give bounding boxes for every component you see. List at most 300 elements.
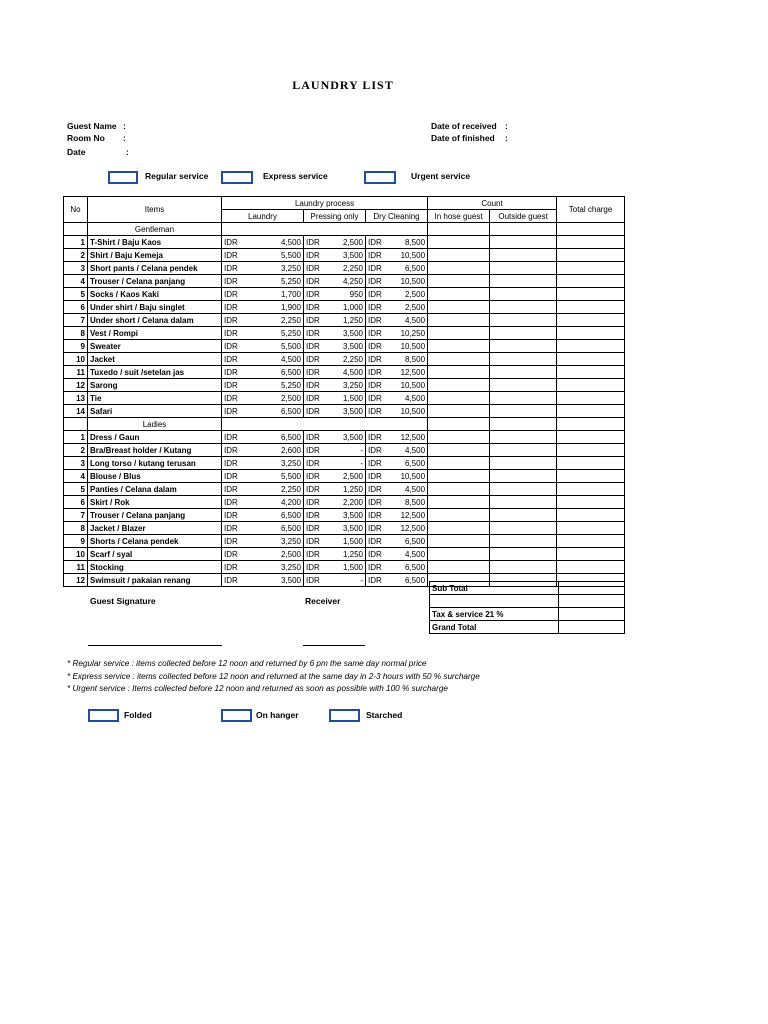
total-charge-cell[interactable] <box>557 483 625 496</box>
table-row <box>64 496 625 509</box>
starched-label: Starched <box>366 710 403 720</box>
table-row <box>64 301 625 314</box>
row-no: 3 <box>64 262 88 275</box>
table-row <box>64 288 625 301</box>
in-hose-count-cell[interactable] <box>428 522 490 535</box>
dry-price: 6,500 <box>390 574 428 587</box>
outside-count-cell[interactable] <box>490 262 557 275</box>
urgent-service-checkbox[interactable] <box>364 171 396 184</box>
laundry-price: 3,250 <box>246 262 304 275</box>
header-laundry: Laundry <box>222 210 304 223</box>
total-charge-cell[interactable] <box>557 236 625 249</box>
dry-currency: IDR <box>366 496 390 509</box>
row-no: 8 <box>64 327 88 340</box>
room-no-colon: : <box>123 133 126 143</box>
pressing-currency: IDR <box>304 236 327 249</box>
dry-currency: IDR <box>366 340 390 353</box>
row-no: 11 <box>64 366 88 379</box>
dry-currency: IDR <box>366 548 390 561</box>
dry-currency: IDR <box>366 236 390 249</box>
regular-service-label: Regular service <box>145 171 209 181</box>
table-row <box>64 327 625 340</box>
date-colon: : <box>126 147 129 157</box>
header-no: No <box>64 197 88 223</box>
total-charge-cell[interactable] <box>557 522 625 535</box>
laundry-price: 5,500 <box>246 249 304 262</box>
pressing-price: 1,500 <box>327 561 366 574</box>
laundry-price: 3,250 <box>246 561 304 574</box>
pressing-price: 3,500 <box>327 340 366 353</box>
row-item: Jacket <box>88 353 222 366</box>
total-charge-cell[interactable] <box>557 548 625 561</box>
pressing-currency: IDR <box>304 548 327 561</box>
dry-price: 12,500 <box>390 509 428 522</box>
row-no: 8 <box>64 522 88 535</box>
pressing-currency: IDR <box>304 275 327 288</box>
dry-currency: IDR <box>366 483 390 496</box>
dry-price: 8,500 <box>390 353 428 366</box>
laundry-price: 6,500 <box>246 431 304 444</box>
dry-price: 10,500 <box>390 405 428 418</box>
grand-total-value[interactable] <box>559 621 625 634</box>
dry-currency: IDR <box>366 457 390 470</box>
pressing-currency: IDR <box>304 431 327 444</box>
pressing-price: 1,500 <box>327 535 366 548</box>
pressing-currency: IDR <box>304 301 327 314</box>
laundry-currency: IDR <box>222 522 246 535</box>
row-no: 14 <box>64 405 88 418</box>
guest-signature-line[interactable] <box>88 645 222 646</box>
row-no: 12 <box>64 379 88 392</box>
pressing-price: 1,250 <box>327 483 366 496</box>
outside-count-cell[interactable] <box>490 301 557 314</box>
row-item: Bra/Breast holder / Kutang <box>88 444 222 457</box>
total-charge-cell[interactable] <box>557 353 625 366</box>
in-hose-count-cell[interactable] <box>428 366 490 379</box>
dry-currency: IDR <box>366 561 390 574</box>
total-charge-cell[interactable] <box>557 535 625 548</box>
dry-price: 12,500 <box>390 366 428 379</box>
in-hose-count-cell[interactable] <box>428 405 490 418</box>
outside-count-cell[interactable] <box>490 392 557 405</box>
laundry-currency: IDR <box>222 379 246 392</box>
room-no-label: Room No <box>67 133 105 143</box>
total-charge-cell[interactable] <box>557 275 625 288</box>
outside-count-cell[interactable] <box>490 340 557 353</box>
dry-currency: IDR <box>366 366 390 379</box>
total-charge-cell[interactable] <box>557 431 625 444</box>
laundry-price: 1,700 <box>246 288 304 301</box>
receiver-label: Receiver <box>305 596 341 606</box>
row-item: Tie <box>88 392 222 405</box>
table-row <box>64 548 625 561</box>
in-hose-count-cell[interactable] <box>428 353 490 366</box>
outside-count-cell[interactable] <box>490 379 557 392</box>
in-hose-count-cell[interactable] <box>428 548 490 561</box>
table-row <box>64 431 625 444</box>
dry-currency: IDR <box>366 314 390 327</box>
table-row <box>64 353 625 366</box>
dry-price: 10,500 <box>390 470 428 483</box>
row-item: Trouser / Celana panjang <box>88 509 222 522</box>
outside-count-cell[interactable] <box>490 327 557 340</box>
in-hose-count-cell[interactable] <box>428 483 490 496</box>
table-row <box>64 405 625 418</box>
pressing-currency: IDR <box>304 470 327 483</box>
pressing-currency: IDR <box>304 366 327 379</box>
pressing-price: 3,500 <box>327 522 366 535</box>
pressing-price: 950 <box>327 288 366 301</box>
table-row <box>64 262 625 275</box>
grand-total-label: Grand Total <box>430 621 559 634</box>
table-row <box>64 522 625 535</box>
guest-name-colon: : <box>123 121 126 131</box>
receiver-signature-line[interactable] <box>303 645 365 646</box>
laundry-currency: IDR <box>222 483 246 496</box>
note-urgent: * Urgent service : Items collected before 12 noon and returned as soon as possible with 100 % surcharge <box>67 684 448 693</box>
outside-count-cell[interactable] <box>490 275 557 288</box>
pressing-price: 3,500 <box>327 249 366 262</box>
row-no: 12 <box>64 574 88 587</box>
pressing-price: - <box>327 457 366 470</box>
total-charge-cell[interactable] <box>557 392 625 405</box>
pressing-currency: IDR <box>304 327 327 340</box>
laundry-currency: IDR <box>222 457 246 470</box>
table-row <box>64 236 625 249</box>
in-hose-count-cell[interactable] <box>428 327 490 340</box>
starched-checkbox[interactable] <box>329 709 360 722</box>
total-charge-cell[interactable] <box>557 366 625 379</box>
laundry-price: 5,250 <box>246 379 304 392</box>
pressing-currency: IDR <box>304 392 327 405</box>
row-no: 2 <box>64 444 88 457</box>
date-received-label: Date of received <box>431 121 497 131</box>
row-no: 9 <box>64 535 88 548</box>
row-item: Vest / Rompi <box>88 327 222 340</box>
outside-count-cell[interactable] <box>490 366 557 379</box>
dry-price: 2,500 <box>390 288 428 301</box>
sub-total-value[interactable] <box>559 582 625 595</box>
laundry-price: 5,250 <box>246 275 304 288</box>
blank-total-value <box>559 595 625 608</box>
pressing-currency: IDR <box>304 561 327 574</box>
dry-price: 10,250 <box>390 327 428 340</box>
section-row <box>64 223 625 236</box>
laundry-price: 2,500 <box>246 548 304 561</box>
sub-total-label: Sub Total <box>430 582 559 595</box>
in-hose-count-cell[interactable] <box>428 301 490 314</box>
section-process-cell <box>222 223 428 236</box>
section-title: Ladies <box>88 418 222 431</box>
row-item: Jacket / Blazer <box>88 522 222 535</box>
row-item: T-Shirt / Baju Kaos <box>88 236 222 249</box>
total-charge-cell[interactable] <box>557 249 625 262</box>
date-received-colon: : <box>505 121 508 131</box>
laundry-price: 2,250 <box>246 483 304 496</box>
in-hose-count-cell[interactable] <box>428 392 490 405</box>
outside-count-cell[interactable] <box>490 548 557 561</box>
outside-count-cell[interactable] <box>490 457 557 470</box>
table-row <box>64 366 625 379</box>
table-row <box>64 392 625 405</box>
table-row <box>64 249 625 262</box>
dry-price: 10,500 <box>390 379 428 392</box>
pressing-price: 3,500 <box>327 405 366 418</box>
row-no: 6 <box>64 301 88 314</box>
row-item: Skirt / Rok <box>88 496 222 509</box>
outside-count-cell[interactable] <box>490 509 557 522</box>
note-express: * Express service : items collected before 12 noon and returned at the same day in 2-3 hours with 50 % surcharge <box>67 672 480 681</box>
pressing-price: 1,250 <box>327 548 366 561</box>
table-row <box>64 457 625 470</box>
in-hose-count-cell[interactable] <box>428 262 490 275</box>
express-service-checkbox[interactable] <box>221 171 253 184</box>
table-row <box>64 483 625 496</box>
outside-count-cell[interactable] <box>490 522 557 535</box>
total-charge-cell[interactable] <box>557 496 625 509</box>
pressing-currency: IDR <box>304 509 327 522</box>
row-item: Scarf / syal <box>88 548 222 561</box>
row-item: Sarong <box>88 379 222 392</box>
in-hose-count-cell[interactable] <box>428 249 490 262</box>
table-row <box>64 275 625 288</box>
dry-price: 6,500 <box>390 535 428 548</box>
folded-checkbox[interactable] <box>88 709 119 722</box>
in-hose-count-cell[interactable] <box>428 379 490 392</box>
row-no: 11 <box>64 561 88 574</box>
total-charge-cell[interactable] <box>557 301 625 314</box>
section-total-cell <box>557 418 625 431</box>
laundry-currency: IDR <box>222 262 246 275</box>
table-row <box>64 470 625 483</box>
dry-price: 8,500 <box>390 236 428 249</box>
total-charge-cell[interactable] <box>557 405 625 418</box>
in-hose-count-cell[interactable] <box>428 470 490 483</box>
dry-price: 4,500 <box>390 483 428 496</box>
row-no: 13 <box>64 392 88 405</box>
total-charge-cell[interactable] <box>557 457 625 470</box>
regular-service-checkbox[interactable] <box>108 171 138 184</box>
total-charge-cell[interactable] <box>557 288 625 301</box>
dry-price: 6,500 <box>390 457 428 470</box>
row-item: Under short / Celana dalam <box>88 314 222 327</box>
in-hose-count-cell[interactable] <box>428 496 490 509</box>
laundry-price: 3,250 <box>246 535 304 548</box>
laundry-price: 2,600 <box>246 444 304 457</box>
laundry-price: 1,900 <box>246 301 304 314</box>
row-no: 7 <box>64 509 88 522</box>
urgent-service-label: Urgent service <box>411 171 471 181</box>
total-charge-cell[interactable] <box>557 509 625 522</box>
pressing-price: 1,000 <box>327 301 366 314</box>
outside-count-cell[interactable] <box>490 353 557 366</box>
total-charge-cell[interactable] <box>557 314 625 327</box>
guest-name-label: Guest Name <box>67 121 117 131</box>
row-no: 7 <box>64 314 88 327</box>
pressing-currency: IDR <box>304 457 327 470</box>
row-item: Blouse / Blus <box>88 470 222 483</box>
table-row <box>64 379 625 392</box>
pressing-currency: IDR <box>304 249 327 262</box>
laundry-currency: IDR <box>222 535 246 548</box>
outside-count-cell[interactable] <box>490 561 557 574</box>
date-label: Date <box>67 147 86 157</box>
row-no: 4 <box>64 275 88 288</box>
header-count: Count <box>428 197 557 210</box>
laundry-price: 2,250 <box>246 314 304 327</box>
row-item: Shirt / Baju Kemeja <box>88 249 222 262</box>
pressing-currency: IDR <box>304 574 327 587</box>
total-charge-cell[interactable] <box>557 262 625 275</box>
in-hose-count-cell[interactable] <box>428 288 490 301</box>
outside-count-cell[interactable] <box>490 431 557 444</box>
pressing-currency: IDR <box>304 496 327 509</box>
dry-currency: IDR <box>366 535 390 548</box>
laundry-price: 5,500 <box>246 340 304 353</box>
pressing-price: 3,500 <box>327 431 366 444</box>
pressing-currency: IDR <box>304 483 327 496</box>
laundry-currency: IDR <box>222 548 246 561</box>
table-row <box>64 535 625 548</box>
laundry-currency: IDR <box>222 249 246 262</box>
dry-currency: IDR <box>366 327 390 340</box>
outside-count-cell[interactable] <box>490 444 557 457</box>
outside-count-cell[interactable] <box>490 405 557 418</box>
total-charge-cell[interactable] <box>557 470 625 483</box>
pressing-price: 3,500 <box>327 327 366 340</box>
laundry-price: 4,500 <box>246 353 304 366</box>
laundry-price: 6,500 <box>246 405 304 418</box>
laundry-currency: IDR <box>222 275 246 288</box>
row-no: 10 <box>64 353 88 366</box>
table-row <box>64 444 625 457</box>
outside-count-cell[interactable] <box>490 249 557 262</box>
header-total-charge: Total charge <box>557 197 625 223</box>
dry-price: 2,500 <box>390 301 428 314</box>
section-row <box>64 418 625 431</box>
pressing-currency: IDR <box>304 405 327 418</box>
in-hose-count-cell[interactable] <box>428 561 490 574</box>
pressing-price: 1,500 <box>327 392 366 405</box>
outside-count-cell[interactable] <box>490 236 557 249</box>
header-outside-guest: Outside guest <box>490 210 557 223</box>
pressing-price: 2,500 <box>327 236 366 249</box>
header-in-hose-guest: In hose guest <box>428 210 490 223</box>
laundry-currency: IDR <box>222 314 246 327</box>
dry-price: 4,500 <box>390 392 428 405</box>
outside-count-cell[interactable] <box>490 483 557 496</box>
laundry-price: 6,500 <box>246 366 304 379</box>
row-item: Trouser / Celana panjang <box>88 275 222 288</box>
table-row <box>64 509 625 522</box>
in-hose-count-cell[interactable] <box>428 535 490 548</box>
pressing-price: 2,250 <box>327 353 366 366</box>
outside-count-cell[interactable] <box>490 314 557 327</box>
dry-currency: IDR <box>366 262 390 275</box>
row-no: 1 <box>64 431 88 444</box>
in-hose-count-cell[interactable] <box>428 457 490 470</box>
total-charge-cell[interactable] <box>557 561 625 574</box>
laundry-price: 6,500 <box>246 509 304 522</box>
note-regular: * Regular service : items collected before 12 noon and returned by 6 pm the same day normal price <box>67 659 427 668</box>
laundry-price: 3,500 <box>246 574 304 587</box>
outside-count-cell[interactable] <box>490 470 557 483</box>
pressing-currency: IDR <box>304 288 327 301</box>
in-hose-count-cell[interactable] <box>428 236 490 249</box>
total-charge-cell[interactable] <box>557 340 625 353</box>
dry-currency: IDR <box>366 431 390 444</box>
section-no-cell <box>64 418 88 431</box>
in-hose-count-cell[interactable] <box>428 431 490 444</box>
laundry-currency: IDR <box>222 470 246 483</box>
outside-count-cell[interactable] <box>490 496 557 509</box>
total-charge-cell[interactable] <box>557 444 625 457</box>
dry-currency: IDR <box>366 444 390 457</box>
pressing-price: 3,500 <box>327 509 366 522</box>
dry-currency: IDR <box>366 275 390 288</box>
pressing-price: 2,200 <box>327 496 366 509</box>
dry-currency: IDR <box>366 405 390 418</box>
pressing-currency: IDR <box>304 340 327 353</box>
row-no: 2 <box>64 249 88 262</box>
dry-price: 8,500 <box>390 496 428 509</box>
dry-currency: IDR <box>366 353 390 366</box>
laundry-currency: IDR <box>222 561 246 574</box>
laundry-currency: IDR <box>222 288 246 301</box>
pressing-currency: IDR <box>304 262 327 275</box>
dry-price: 10,500 <box>390 275 428 288</box>
dry-currency: IDR <box>366 522 390 535</box>
laundry-currency: IDR <box>222 353 246 366</box>
laundry-currency: IDR <box>222 509 246 522</box>
laundry-price: 6,500 <box>246 522 304 535</box>
folded-label: Folded <box>124 710 152 720</box>
total-charge-cell[interactable] <box>557 327 625 340</box>
row-item: Dress / Gaun <box>88 431 222 444</box>
laundry-currency: IDR <box>222 496 246 509</box>
row-item: Tuxedo / suit /setelan jas <box>88 366 222 379</box>
dry-currency: IDR <box>366 249 390 262</box>
outside-count-cell[interactable] <box>490 535 557 548</box>
on-hanger-checkbox[interactable] <box>221 709 252 722</box>
row-no: 5 <box>64 288 88 301</box>
table-row <box>64 314 625 327</box>
dry-currency: IDR <box>366 509 390 522</box>
laundry-price: 5,250 <box>246 327 304 340</box>
in-hose-count-cell[interactable] <box>428 340 490 353</box>
in-hose-count-cell[interactable] <box>428 509 490 522</box>
in-hose-count-cell[interactable] <box>428 275 490 288</box>
row-item: Long torso / kutang terusan <box>88 457 222 470</box>
tax-service-value[interactable] <box>559 608 625 621</box>
in-hose-count-cell[interactable] <box>428 444 490 457</box>
row-no: 1 <box>64 236 88 249</box>
pressing-currency: IDR <box>304 535 327 548</box>
dry-price: 10,500 <box>390 340 428 353</box>
laundry-currency: IDR <box>222 405 246 418</box>
pressing-price: 4,250 <box>327 275 366 288</box>
laundry-price: 3,250 <box>246 457 304 470</box>
outside-count-cell[interactable] <box>490 288 557 301</box>
row-item: Stocking <box>88 561 222 574</box>
row-item: Socks / Kaos Kaki <box>88 288 222 301</box>
header-dry-cleaning: Dry Cleaning <box>366 210 428 223</box>
row-no: 3 <box>64 457 88 470</box>
row-item: Swimsuit / pakaian renang <box>88 574 222 587</box>
dry-currency: IDR <box>366 301 390 314</box>
total-charge-cell[interactable] <box>557 379 625 392</box>
in-hose-count-cell[interactable] <box>428 314 490 327</box>
